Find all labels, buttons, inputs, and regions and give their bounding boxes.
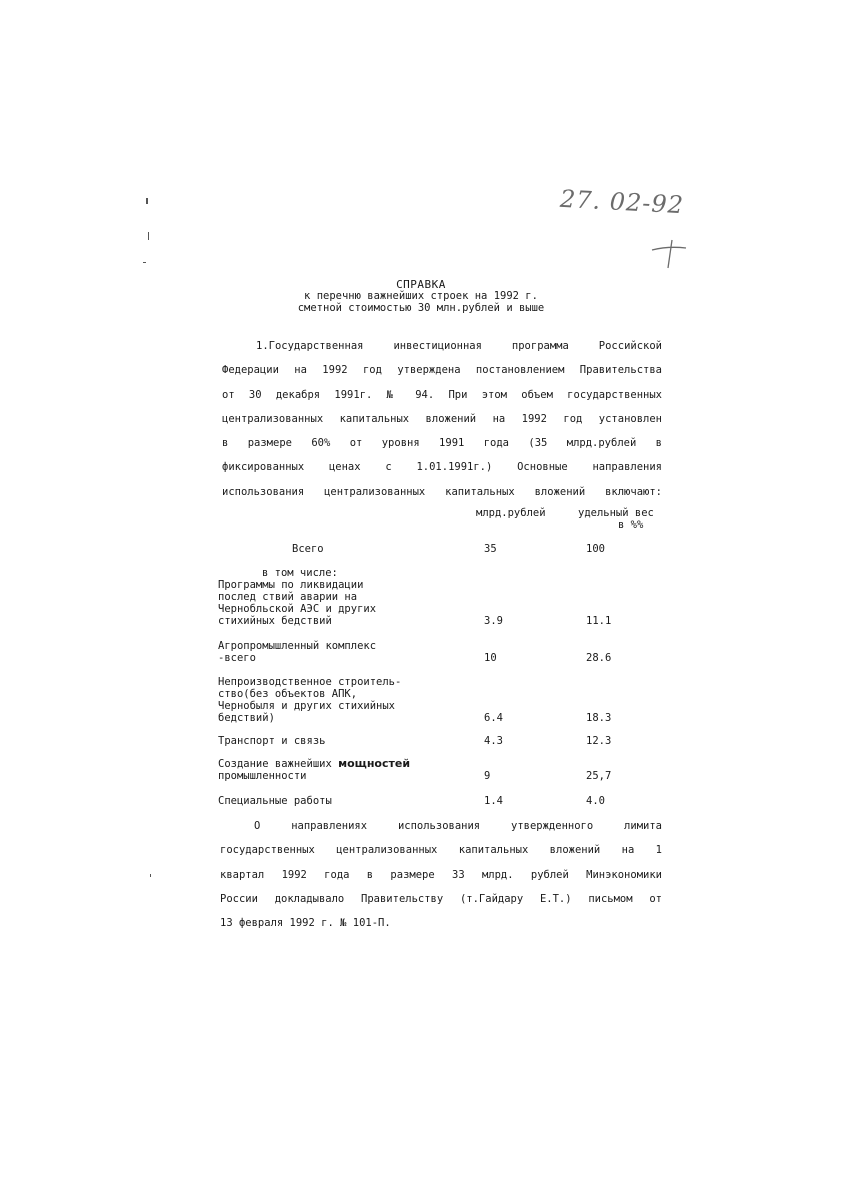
document-subtitle-line1: к перечню важнейших строек на 1992 г. [304, 290, 538, 302]
table-header-share: удельный вес [578, 507, 654, 519]
table-row-label-part: Создание важнейших [218, 758, 339, 770]
table-row-share: 25,7 [586, 770, 612, 782]
paragraph-line: России докладывало Правительству (т.Гайдару Е.Т.) письмом от [220, 892, 662, 905]
paragraph-line: в размере 60% от уровня 1991 года (35 млрд.рублей в [222, 437, 662, 450]
table-row-label: Агропромышленный комплекс -всего [218, 640, 377, 664]
scan-speck [146, 198, 148, 204]
table-row-label: Программы по ликвидации послед ствий аварии на Чернобльской АЭС и других стихийных бедствий [218, 579, 377, 627]
paragraph-line: Федерации на 1992 год утверждена постановлением Правительства [222, 364, 662, 377]
scan-speck [148, 232, 149, 240]
table-row-label: Транспорт и связь [218, 735, 326, 747]
paragraph-line: 13 февраля 1992 г. № 101-П. [220, 917, 391, 930]
paragraph-line: квартал 1992 года в размере 33 млрд. рублей Минэкономики [220, 868, 662, 881]
table-row-label: Специальные работы [218, 795, 332, 807]
paragraph-line: 1.Государственная инвестиционная программа Российской [256, 340, 662, 352]
table-including-label: в том числе: [262, 567, 338, 579]
document-title: СПРАВКА [396, 278, 446, 291]
table-row-share: 18.3 [586, 712, 612, 724]
table-row-label: Непроизводственное строитель- ство(без объектов АПК, Чернобыля и других стихийных бедствий) [218, 676, 402, 724]
paragraph-line: О направлениях использования утвержденного лимита [254, 820, 662, 832]
paragraph-line: централизованных капитальных вложений на 1992 год установлен [222, 412, 662, 425]
table-row-share: 11.1 [586, 615, 612, 627]
paragraph-line: использования централизованных капитальных вложений включают: [222, 485, 662, 498]
table-total-amount: 35 [484, 543, 497, 555]
table-row-share: 12.3 [586, 735, 612, 747]
table-row-label-part: промышленности [218, 770, 307, 782]
table-row-amount: 3.9 [484, 615, 503, 627]
paragraph-closing [220, 814, 662, 935]
table-header-amount: млрд.рублей [476, 507, 546, 519]
scan-speck [150, 874, 151, 877]
table-header-share-unit: в %% [618, 519, 644, 531]
table-row-amount: 1.4 [484, 795, 503, 807]
table-row-share: 28.6 [586, 652, 612, 664]
table-row-amount: 9 [484, 770, 491, 782]
handwritten-mark [650, 236, 690, 270]
table-row-share: 4.0 [586, 795, 605, 807]
table-row-amount: 6.4 [484, 712, 503, 724]
table-row-label-bold: мощностей [338, 757, 411, 770]
paragraph-line: государственных централизованных капитальных вложений на 1 [220, 844, 662, 857]
paragraph-line: от 30 декабря 1991г. № 94. При этом объем государственных [222, 388, 662, 401]
table-row-amount: 10 [484, 652, 497, 664]
paragraph-line: фиксированных ценах с 1.01.1991г.) Основные направления [222, 461, 662, 474]
document-subtitle-line2: сметной стоимостью 30 млн.рублей и выше [297, 302, 545, 314]
table-total-label: Всего [292, 543, 324, 555]
handwritten-date: 27. 02-92 [559, 184, 685, 220]
paragraph-intro [222, 334, 662, 504]
scan-speck [143, 262, 146, 263]
table-row-amount: 4.3 [484, 735, 503, 747]
table-row-label [218, 758, 410, 782]
table-total-share: 100 [586, 543, 605, 555]
